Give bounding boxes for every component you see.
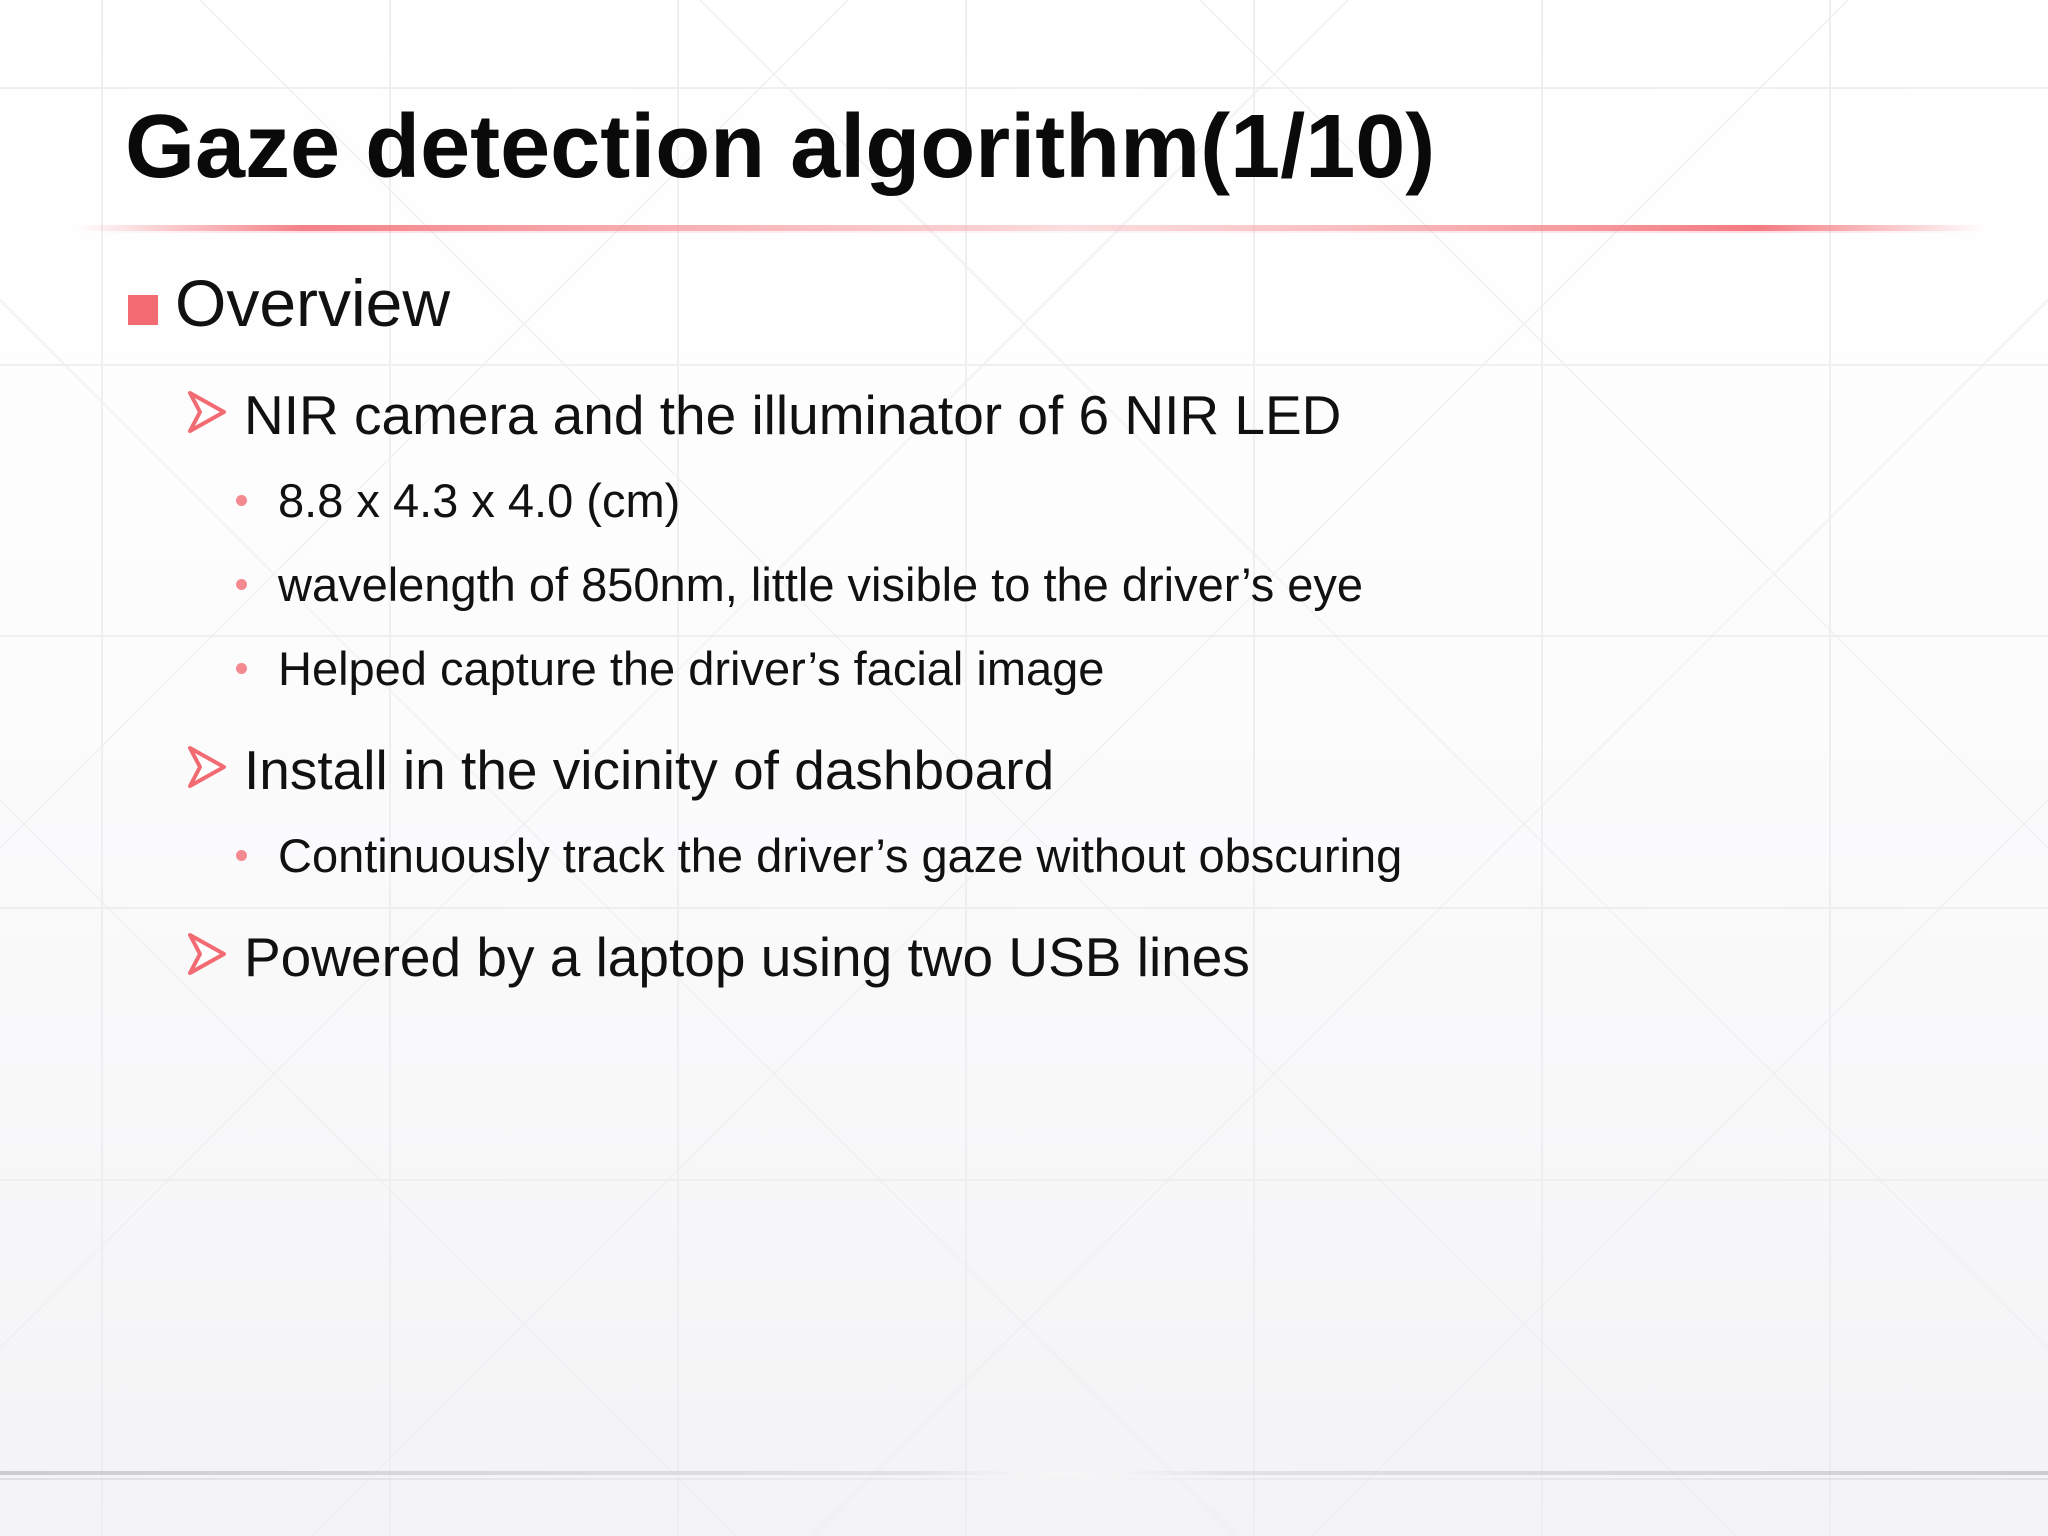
dot-bullet-icon <box>236 579 247 590</box>
dot-bullet-icon <box>236 850 247 861</box>
bullet-overview <box>128 265 450 341</box>
bullet-text: 8.8 x 4.3 x 4.0 (cm) <box>278 474 681 527</box>
bullet-text: wavelength of 850nm, little visible to the driver’s eye <box>278 558 1364 611</box>
dot-bullet-icon <box>236 495 247 506</box>
bullet-text: Overview <box>175 266 451 340</box>
detail-bullet <box>236 557 1363 612</box>
bullet-text: Helped capture the driver’s facial image <box>278 642 1105 695</box>
arrow-bullet-icon <box>188 387 228 437</box>
title-underline <box>75 221 1985 235</box>
sub-bullet <box>188 925 1250 989</box>
square-bullet-icon <box>128 295 158 325</box>
slide-title: Gaze detection algorithm(1/10) <box>125 97 1436 197</box>
footer-rule <box>0 1468 2048 1486</box>
detail-bullet <box>236 828 1402 883</box>
detail-bullet <box>236 641 1104 696</box>
arrow-bullet-icon <box>188 929 228 979</box>
sub-bullet <box>188 383 1341 447</box>
bullet-text: Install in the vicinity of dashboard <box>244 739 1055 801</box>
bullet-text: Continuously track the driver’s gaze without obscuring <box>278 829 1403 882</box>
dot-bullet-icon <box>236 663 247 674</box>
detail-bullet <box>236 473 680 528</box>
arrow-bullet-icon <box>188 742 228 792</box>
bullet-text: Powered by a laptop using two USB lines <box>244 926 1250 988</box>
sub-bullet <box>188 738 1054 802</box>
bullet-text: NIR camera and the illuminator of 6 NIR LED <box>244 384 1342 446</box>
